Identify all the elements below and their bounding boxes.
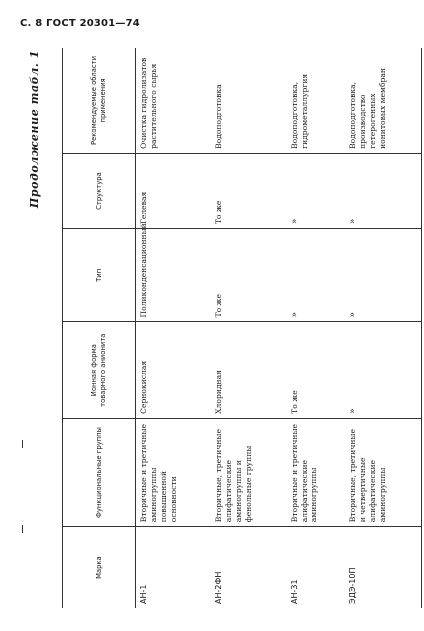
- cell-structure: »: [345, 153, 421, 228]
- cell-structure: »: [287, 153, 346, 228]
- cell-groups: Вторичные и третичные аминогруппы повышенной основности: [136, 418, 212, 526]
- continuation-caption: Продолжение табл. 1: [28, 50, 41, 209]
- cell-ionic-form: Сернокислая: [136, 322, 212, 418]
- table-row: [136, 48, 212, 608]
- table-row: [211, 48, 286, 608]
- cell-groups: Вторичные и третичные алифатические аминогруппы: [287, 418, 346, 526]
- cell-type: То же: [211, 229, 286, 322]
- column-header-structure: Структура: [63, 153, 136, 228]
- cell-ionic-form: То же: [287, 322, 346, 418]
- cell-type: Поликонденсационный: [136, 229, 212, 322]
- column-header-mark: Марка: [63, 527, 136, 608]
- cell-application: Водоподготовка, гидрометаллургия: [287, 48, 346, 153]
- cell-application: Водоподготовка: [211, 48, 286, 153]
- table-row: [287, 48, 346, 608]
- cell-groups: Вторичные, третичные алифатические аминогруппы и фенольные группы: [211, 418, 286, 526]
- cell-mark: АН-31: [287, 527, 346, 608]
- cell-type: »: [287, 229, 346, 322]
- cell-mark: АН-2ФН: [211, 527, 286, 608]
- cell-groups: Вторичные, третичные и четвертичные алифатические аминогруппы: [345, 418, 421, 526]
- table-row: [345, 48, 421, 608]
- cell-application: Очистка гидролизатов растительного сырья: [136, 48, 212, 153]
- anion-exchanger-table: [62, 48, 422, 608]
- table-header-row: [63, 48, 136, 608]
- column-header-functional-groups: Функциональные группы: [63, 418, 136, 526]
- column-header-application: Рекомендуемые области применения: [63, 48, 136, 153]
- cell-ionic-form: »: [345, 322, 421, 418]
- page-header: С. 8 ГОСТ 20301—74: [20, 18, 140, 29]
- cell-structure: То же: [211, 153, 286, 228]
- column-header-ionic-form: Ионная форма товарного анионита: [63, 322, 136, 418]
- margin-mark: [22, 525, 23, 533]
- column-header-type: Тип: [63, 229, 136, 322]
- cell-structure: Гелевая: [136, 153, 212, 228]
- margin-mark: [22, 440, 23, 448]
- rotated-table-region: [28, 48, 422, 608]
- cell-ionic-form: Хлоридная: [211, 322, 286, 418]
- cell-application: Водоподготовка, производство гетерогенных ионитовых мембран: [345, 48, 421, 153]
- cell-mark: АН-1: [136, 527, 212, 608]
- cell-mark: ЭДЭ-10П: [345, 527, 421, 608]
- cell-type: »: [345, 229, 421, 322]
